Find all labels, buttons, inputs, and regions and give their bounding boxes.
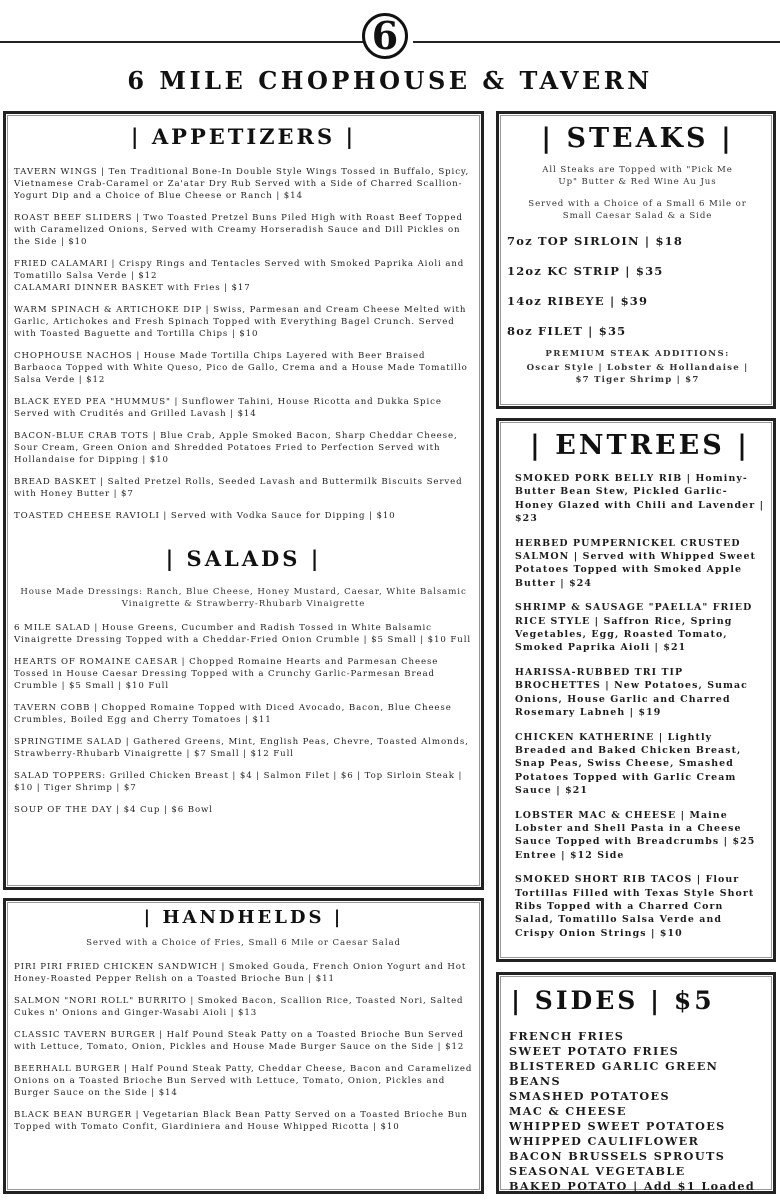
menu-item: ROAST BEEF SLIDERS | Two Toasted Pretzel Buns Piled High with Roast Beef Topped with Caramelized Onions, Served with Creamy Horseradish Sauce and Dill Pickles on the Side | $10 — [14, 213, 463, 247]
handhelds-note: Served with a Choice of Fries, Small 6 Mile or Caesar Salad — [86, 938, 401, 948]
menu-item: HERBED PUMPERNICKEL CRUSTED SALMON | Served with Whipped Sweet Potatoes Topped with Smoked Apple Butter | $24 — [515, 537, 756, 589]
steak-item: 12oz KC STRIP | $35 — [507, 264, 664, 278]
header-rule-right — [413, 41, 780, 43]
steaks-list — [507, 234, 768, 338]
menu-item: BACON-BLUE CRAB TOTS | Blue Crab, Apple Smoked Bacon, Sharp Cheddar Cheese, Sour Cream, Green Onion and Shredded Potatoes Fried to Perfection Served with Hollandaise for Dipping | $10 — [14, 431, 458, 465]
side-item: BACON BRUSSELS SPROUTS — [509, 1149, 726, 1163]
menu-item: SOUP OF THE DAY | $4 Cup | $6 Bowl — [14, 805, 213, 815]
header-rule-left — [0, 41, 364, 43]
side-item: SEASONAL VEGETABLE — [509, 1164, 686, 1178]
side-item: BAKED POTATO | Add $1 Loaded — [509, 1179, 756, 1193]
steak-additions-title: PREMIUM STEAK ADDITIONS: — [545, 349, 730, 359]
steak-item: 14oz RIBEYE | $39 — [507, 294, 649, 308]
steak-additions: Oscar Style | Lobster & Hollandaise | $7 Tiger Shrimp | $7 — [526, 363, 749, 385]
handhelds-heading: | HANDHELDS | — [143, 907, 344, 928]
sides-list — [509, 1029, 767, 1194]
handhelds-panel — [3, 898, 484, 1194]
menu-item: TAVERN WINGS | Ten Traditional Bone-In Double Style Wings Tossed in Buffalo, Spicy, Vietnamese Crab-Caramel or Za'atar Dry Rub Served with a Side of Charred Scallion-Yogurt Dip and a Choice of Blue Cheese or Ranch | $14 — [14, 167, 470, 201]
menu-item: SMOKED SHORT RIB TACOS | Flour Tortillas Filled with Texas Style Short Ribs Topped with a Charred Corn Salad, Tomatillo Salsa Verde and Crispy Onion Strings | $10 — [515, 874, 755, 939]
sides-panel — [496, 972, 776, 1194]
steaks-side-note: Served with a Choice of a Small 6 Mile or Small Caesar Salad & a Side — [528, 199, 747, 221]
steaks-panel — [496, 111, 776, 409]
menu-item: FRIED CALAMARI | Crispy Rings and Tentacles Served with Smoked Paprika Aioli and Tomatillo Salsa Verde | $12 — [14, 259, 465, 281]
menu-item: HEARTS OF ROMAINE CAESAR | Chopped Romaine Hearts and Parmesan Cheese Tossed in House Caesar Dressing Topped with a Crunchy Garlic-Parmesan Bread Crumble | $5 Small | $10 Full — [14, 657, 439, 691]
side-item: WHIPPED SWEET POTATOES — [509, 1119, 726, 1133]
menu-item: SHRIMP & SAUSAGE "PAELLA" FRIED RICE STYLE | Saffron Rice, Spring Vegetables, Egg, Roasted Tomato, Smoked Paprika Aioli | $21 — [515, 602, 753, 654]
handhelds-list — [14, 961, 473, 1133]
entrees-heading: | ENTREES | — [530, 430, 750, 461]
appetizers-heading: | APPETIZERS | — [130, 124, 357, 149]
menu-item: PIRI PIRI FRIED CHICKEN SANDWICH | Smoked Gouda, French Onion Yogurt and Hot Honey-Roasted Pepper Relish on a Toasted Brioche Bun | $11 — [14, 962, 467, 984]
menu-item: SALMON "NORI ROLL" BURRITO | Smoked Bacon, Scallion Rice, Toasted Nori, Salted Cukes n' Onions and Ginger-Wasabi Aioli | $13 — [14, 996, 464, 1018]
side-item: SMASHED POTATOES — [509, 1089, 670, 1103]
entrees-panel — [496, 418, 776, 962]
salads-dressings-note: House Made Dressings: Ranch, Blue Cheese, Honey Mustard, Caesar, White Balsamic Vinaigrette & Strawberry-Rhubarb Vinaigrette — [20, 587, 467, 609]
menu-item: SPRINGTIME SALAD | Gathered Greens, Mint, English Peas, Chevre, Toasted Almonds, Strawberry-Rhubarb Vinaigrette | $7 Small | $12 Full — [14, 737, 469, 759]
restaurant-title: 6 MILE CHOPHOUSE & TAVERN — [127, 66, 653, 95]
steaks-heading: | STEAKS | — [541, 123, 734, 154]
menu-item: CLASSIC TAVERN BURGER | Half Pound Steak Patty on a Toasted Brioche Bun Served with Lettuce, Tomato, Onion, Pickles and House Made Burger Sauce on the Side | $12 — [14, 1030, 465, 1052]
side-item: MAC & CHEESE — [509, 1104, 627, 1118]
menu-item: SMOKED PORK BELLY RIB | Hominy-Butter Bean Stew, Pickled Garlic-Honey Glazed with Chili and Lavender | $23 — [515, 473, 765, 525]
side-item: WHIPPED CAULIFLOWER — [509, 1134, 700, 1148]
menu-item: SALAD TOPPERS: Grilled Chicken Breast | $4 | Salmon Filet | $6 | Top Sirloin Steak | $10 | Tiger Shrimp | $7 — [14, 771, 463, 793]
menu-item: TAVERN COBB | Chopped Romaine Topped with Diced Avocado, Bacon, Blue Cheese Crumbles, Boiled Egg and Cherry Tomatoes | $11 — [14, 703, 452, 725]
menu-item: BLACK BEAN BURGER | Vegetarian Black Bean Patty Served on a Toasted Brioche Bun Topped with Tomato Confit, Giardiniera and House Whipped Ricotta | $10 — [14, 1110, 468, 1132]
menu-item: CALAMARI DINNER BASKET with Fries | $17 — [14, 283, 251, 293]
menu-item: TOASTED CHEESE RAVIOLI | Served with Vodka Sauce for Dipping | $10 — [14, 511, 396, 521]
menu-item: CHOPHOUSE NACHOS | House Made Tortilla Chips Layered with Beer Braised Barbaoca Topped with White Queso, Pico de Gallo, Crema and a House Made Tomatillo Salsa Verde | $12 — [14, 351, 468, 385]
menu-item: BEERHALL BURGER | Half Pound Steak Patty, Cheddar Cheese, Bacon and Caramelized Onions on a Toasted Brioche Bun Served with Lettuce, Tomato, Onion, Pickles and Burger Sauce on the Side | $14 — [14, 1064, 473, 1098]
salads-heading: | SALADS | — [165, 546, 322, 571]
menu-item: CHICKEN KATHERINE | Lightly Breaded and Baked Chicken Breast, Snap Peas, Swiss Cheese, Smashed Potatoes Topped with Garlic Cream Sauce | $21 — [515, 731, 742, 797]
steak-item: 8oz FILET | $35 — [507, 324, 627, 338]
menu-item: WARM SPINACH & ARTICHOKE DIP | Swiss, Parmesan and Cream Cheese Melted with Garlic, Artichokes and Fresh Spinach Topped with Everything Bagel Crunch. Served with Toasted Baguette and Tortilla Chips | $10 — [14, 305, 467, 339]
sides-heading: | SIDES | $5 — [511, 986, 715, 1015]
logo: 6 — [362, 13, 408, 59]
appetizers-salads-panel — [3, 111, 484, 890]
menu-item: BREAD BASKET | Salted Pretzel Rolls, Seeded Lavash and Buttermilk Biscuits Served with Honey Butter | $7 — [14, 477, 463, 499]
salads-list — [14, 622, 473, 816]
menu-item: LOBSTER MAC & CHEESE | Maine Lobster and Shell Pasta in a Cheese Sauce Topped with Breadcrumbs | $25 Entree | $12 Side — [515, 809, 756, 861]
steak-item: 7oz TOP SIRLOIN | $18 — [507, 234, 684, 248]
side-item: SWEET POTATO FRIES — [509, 1044, 680, 1058]
steaks-topping-note: All Steaks are Topped with "Pick Me Up" Butter & Red Wine Au Jus — [542, 165, 733, 187]
menu-item: BLACK EYED PEA "HUMMUS" | Sunflower Tahini, House Ricotta and Dukka Spice Served with Crudités and Grilled Lavash | $14 — [14, 397, 442, 419]
side-item: BLISTERED GARLIC GREEN BEANS — [509, 1059, 719, 1088]
menu-item: 6 MILE SALAD | House Greens, Cucumber and Radish Tossed in White Balsamic Vinaigrette Dressing Topped with a Cheddar-Fried Onion Crumble | $5 Small | $10 Full — [14, 623, 472, 645]
side-item: FRENCH FRIES — [509, 1029, 625, 1043]
appetizers-list — [14, 166, 473, 522]
entrees-list — [515, 472, 765, 940]
menu-item: HARISSA-RUBBED TRI TIP BROCHETTES | New Potatoes, Sumac Onions, House Garlic and Charred Rosemary Labneh | $19 — [515, 666, 748, 719]
